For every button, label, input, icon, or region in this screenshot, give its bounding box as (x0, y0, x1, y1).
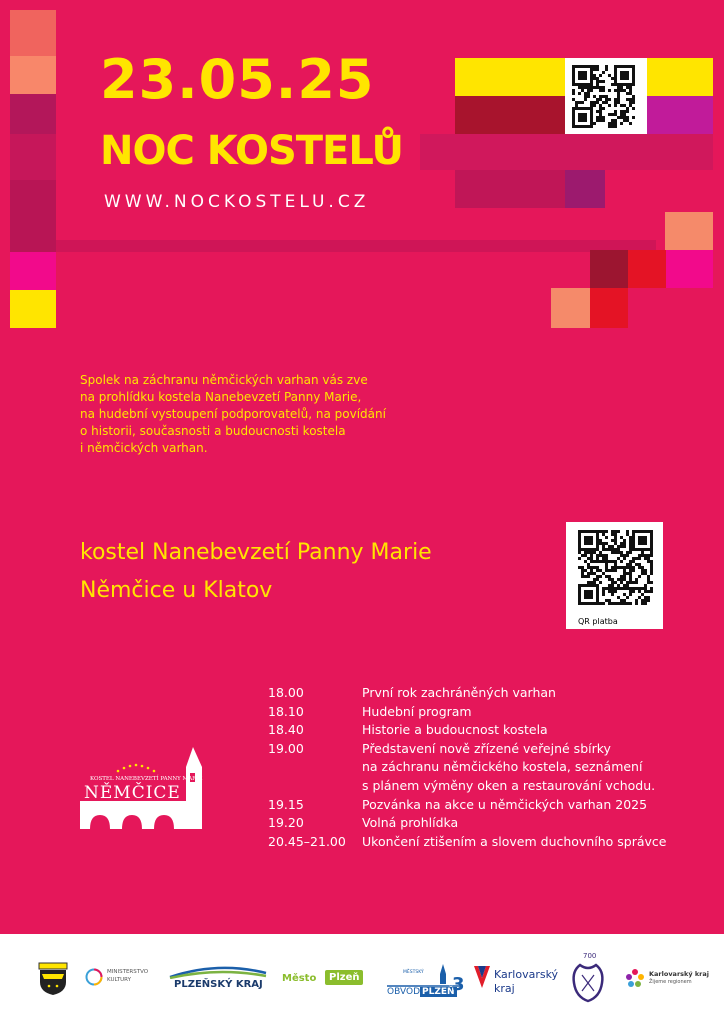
obvod-small-text: MĚSTSKÝ (403, 970, 424, 975)
mesto-plzen-logo (282, 970, 372, 990)
schedule-description: Volná prohlídka (362, 815, 459, 831)
pixel-square (665, 212, 713, 250)
schedule-time: 18.10 (268, 703, 304, 719)
mesto-text: Město (282, 973, 317, 984)
pixel-band (56, 240, 656, 252)
qr-payment-label: QR platba (578, 617, 618, 626)
plzensky-kraj-logo (168, 964, 268, 994)
intro-line: Spolek na záchranu němčických varhan vás zve (80, 373, 368, 387)
venue-name: kostel Nanebevzetí Panny Marie (80, 540, 432, 565)
pixel-square (590, 288, 628, 328)
church-logo-name: NĚMČICE (84, 783, 181, 803)
intro-line: na hudební vystoupení podporovatelů, na povídání (80, 407, 386, 421)
schedule-description: Historie a budoucnost kostela (362, 722, 548, 738)
footer-logos (0, 934, 724, 1024)
intro-line: i němčických varhan. (80, 441, 208, 455)
schedule-description: První rok zachráněných varhan (362, 685, 556, 700)
pixel-square (666, 250, 713, 288)
flower-icon (625, 968, 645, 988)
qr-code-website[interactable] (565, 58, 647, 134)
schedule-description: Ukončení ztišením a slovem duchovního správce (362, 833, 667, 849)
obvod-plzen-3-logo (385, 962, 463, 998)
pixel-square (590, 250, 628, 288)
pixel-square (647, 96, 713, 134)
karlovarsky-icon (472, 964, 492, 990)
pixel-square (10, 94, 56, 134)
church-logo-arc-text: KOSTEL NANEBEVZETÍ PANNY MARIE (90, 776, 203, 782)
schedule-time: 18.40 (268, 722, 304, 738)
plzensky-kraj-icon (168, 965, 268, 979)
qr-pattern (572, 65, 635, 128)
schedule-description: Představení nově zřízené veřejné sbírky (362, 740, 611, 756)
obvod-text: OBVOD (387, 987, 420, 997)
plzen-700-icon (570, 961, 606, 1005)
ministry-icon (85, 968, 103, 986)
qr-code-payment[interactable] (566, 522, 663, 629)
ministry-line2: KULTURY (107, 977, 132, 983)
qr-module (632, 125, 635, 128)
church-logo (78, 745, 218, 835)
schedule-time: 20.45–21.00 (268, 833, 346, 849)
intro-text (80, 372, 440, 457)
schedule-time: 18.00 (268, 685, 304, 700)
pixel-square (455, 96, 565, 134)
schedule-time: 19.00 (268, 740, 304, 756)
event-date: 23.05.25 (100, 48, 375, 111)
ministry-line1: MINISTERSTVO (107, 969, 149, 975)
schedule-time: 19.20 (268, 815, 304, 831)
pixel-square (10, 290, 56, 328)
plzen-text: Plzeň (325, 970, 363, 985)
karlovarsky-region-logo (625, 968, 720, 994)
obvod-number: 3 (452, 974, 465, 995)
pixel-square (565, 170, 605, 208)
karlovarsky-line1: Karlovarský (494, 968, 559, 981)
pixel-band (420, 134, 713, 170)
event-title: NOC KOSTELŮ (100, 128, 403, 174)
ministry-logo (85, 966, 160, 990)
obvod-plzen-text: PLZEŇ (422, 987, 455, 997)
karlovarsky-kraj-logo (472, 964, 562, 998)
pixel-square (10, 56, 56, 94)
pixel-square (455, 170, 565, 208)
venue-location: Němčice u Klatov (80, 578, 273, 603)
intro-line: na prohlídku kostela Nanebevzetí Panny Marie, (80, 390, 362, 404)
pixel-square (455, 58, 565, 96)
coat-of-arms-logo (38, 962, 68, 1000)
plzensky-kraj-text: PLZEŇSKÝ KRAJ (174, 979, 263, 990)
coat-of-arms-icon (38, 962, 68, 996)
intro-line: o historii, současnosti a budoucnosti kostela (80, 424, 346, 438)
schedule-time: 19.15 (268, 796, 304, 812)
anniv-number: 700 (583, 952, 597, 960)
website-link[interactable]: WWW.NOCKOSTELU.CZ (104, 192, 370, 212)
pixel-square (628, 250, 666, 288)
schedule-description: na záchranu němčického kostela, seznámení (362, 759, 643, 775)
pixel-square (551, 288, 590, 328)
schedule-description: Hudební program (362, 703, 472, 719)
qr-pattern (578, 530, 653, 605)
kk-line2: Žijeme regionem (649, 979, 692, 985)
pixel-square (647, 58, 713, 96)
karlovarsky-line2: kraj (494, 982, 515, 995)
schedule-description: Pozvánka na akce u němčických varhan 2025 (362, 796, 648, 812)
pixel-square (10, 252, 56, 290)
pixel-square (10, 180, 56, 252)
pixel-square (10, 134, 56, 180)
pixel-square (10, 10, 56, 56)
qr-module (650, 602, 653, 605)
kk-line1: Karlovarský kraj (649, 970, 709, 978)
schedule-description: s plánem výměny oken a restaurování vchodu. (362, 777, 656, 793)
plzen-700-logo (570, 952, 610, 1006)
